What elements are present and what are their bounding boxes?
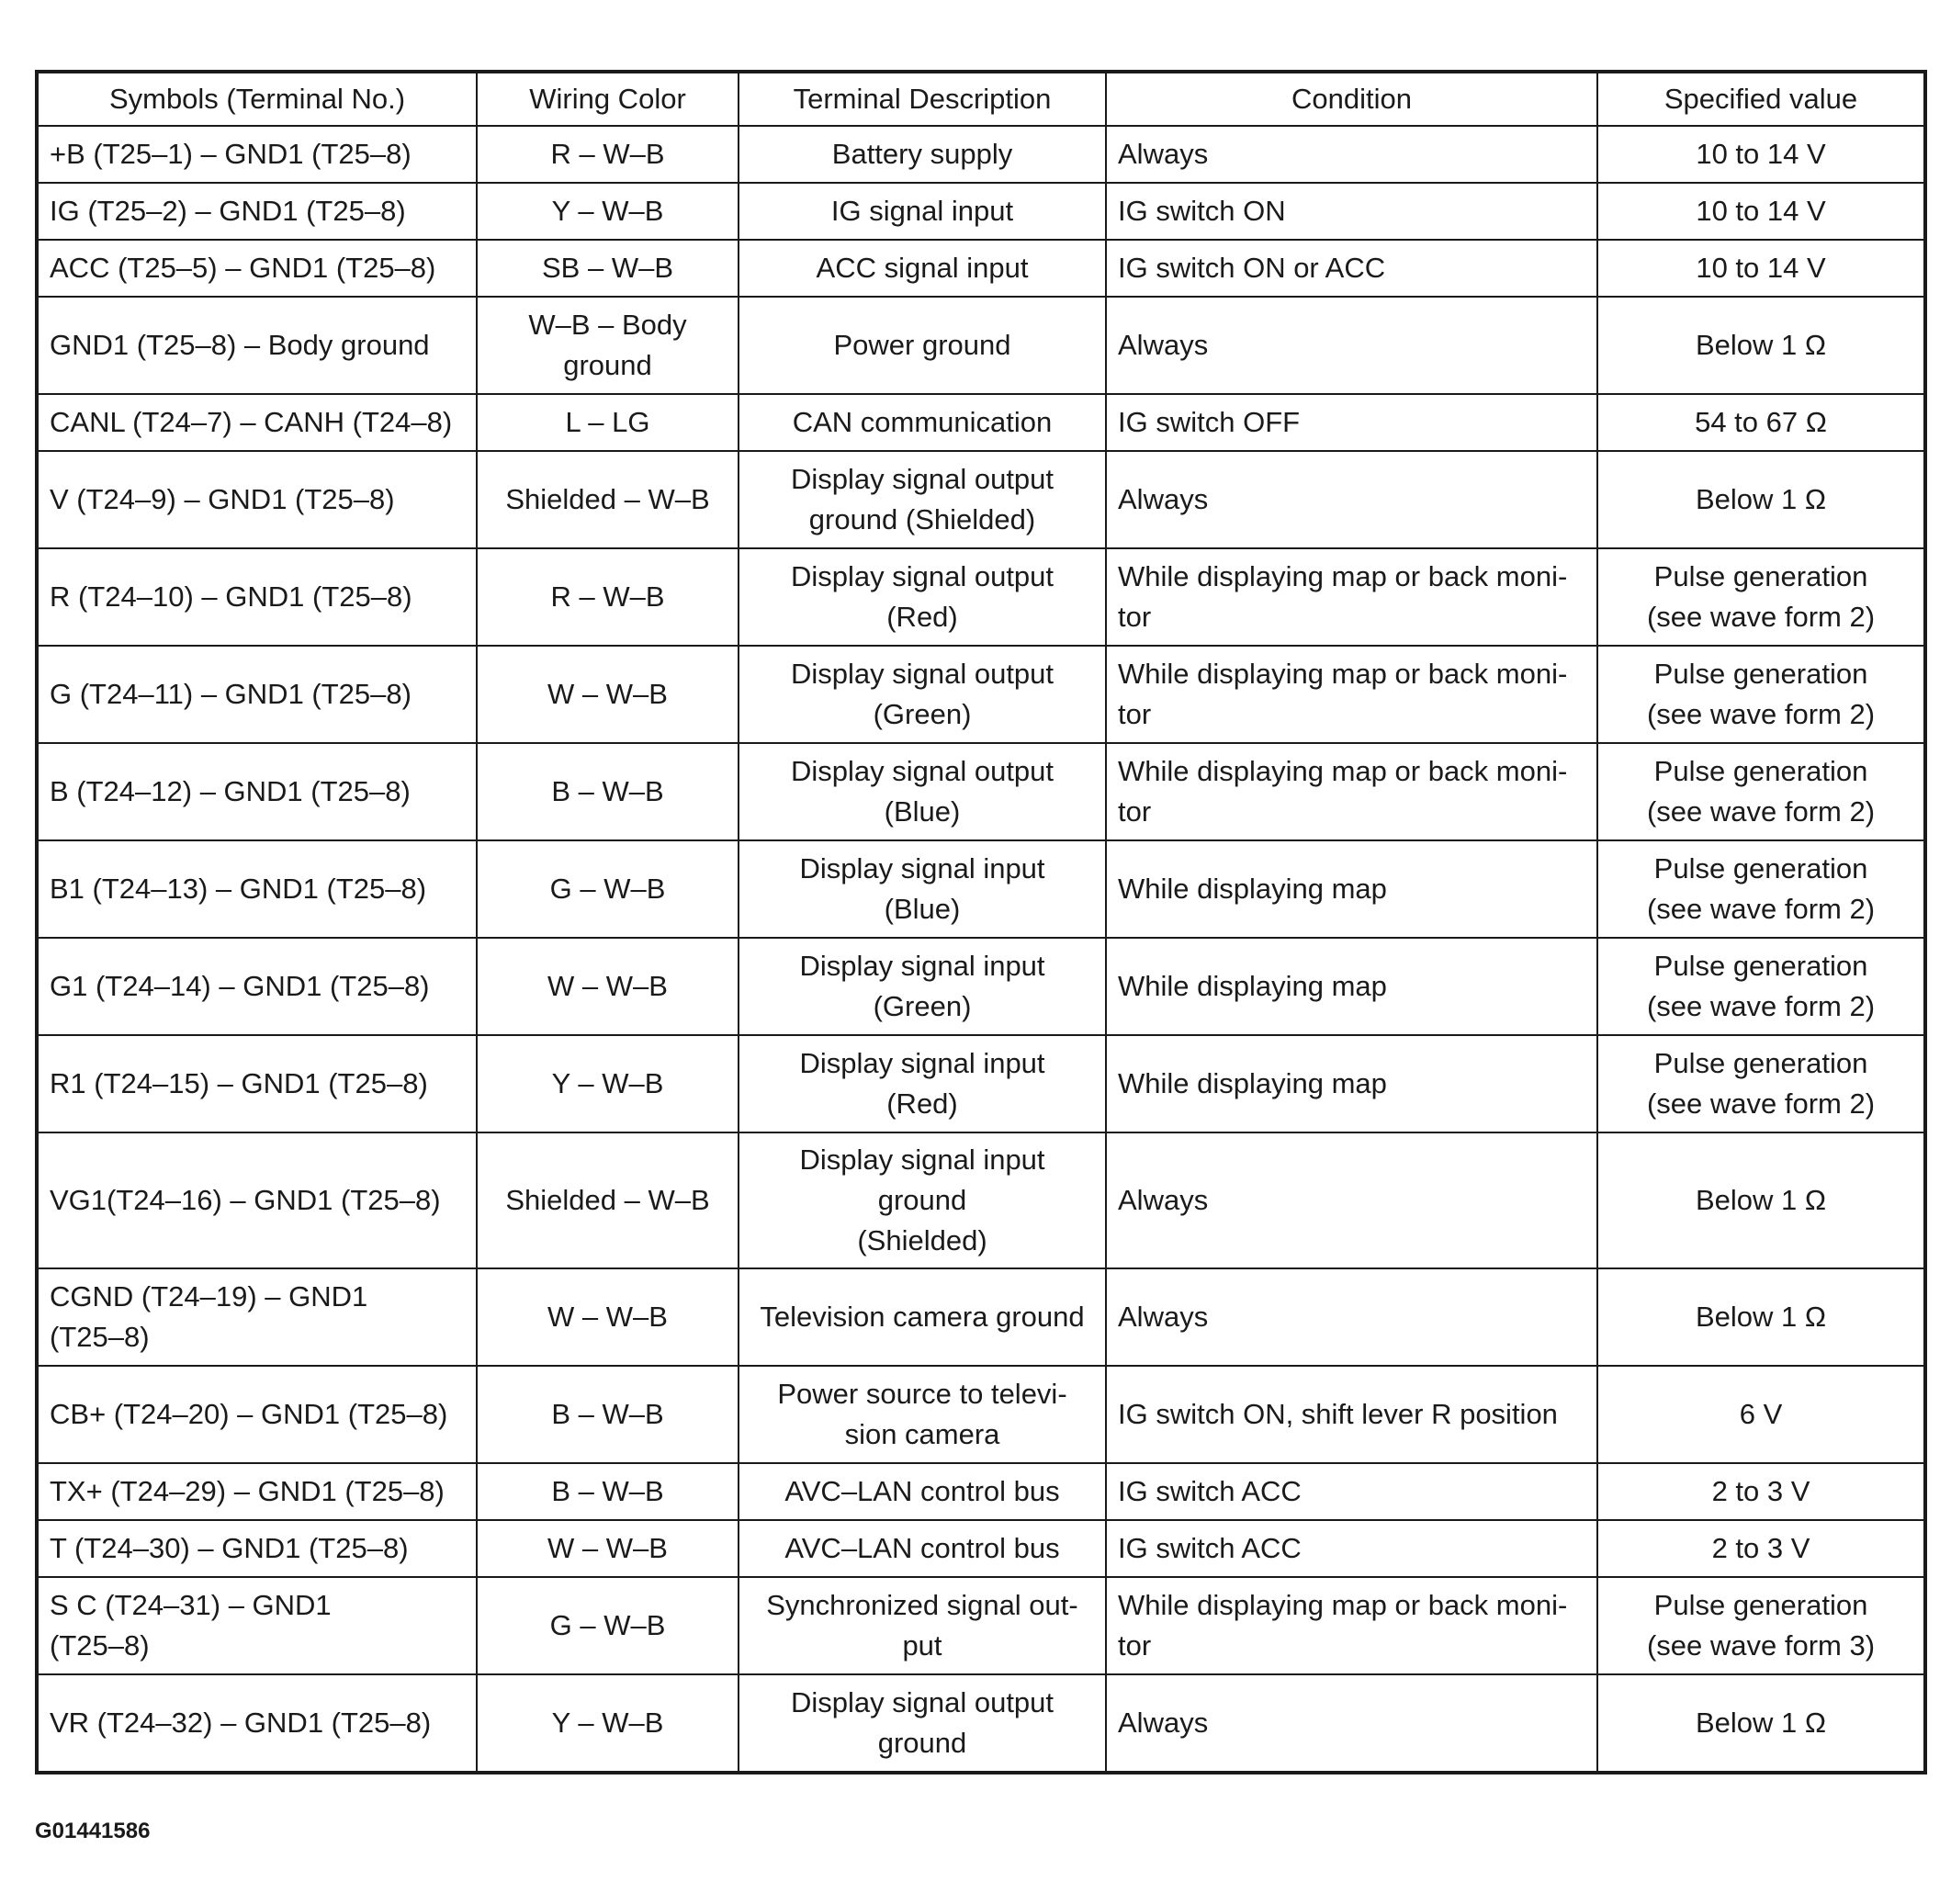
table-row — [37, 183, 1925, 240]
cell-wiring-color: B – W–B — [477, 1366, 739, 1463]
cell-specified-value: Below 1 Ω — [1597, 451, 1925, 548]
cell-description: AVC–LAN control bus — [739, 1463, 1106, 1520]
table-row — [37, 126, 1925, 183]
cell-description: Synchronized signal out- put — [739, 1577, 1106, 1674]
table-row — [37, 240, 1925, 297]
cell-specified-value: 6 V — [1597, 1366, 1925, 1463]
cell-condition: While displaying map or back moni- tor — [1106, 646, 1597, 743]
cell-specified-value: 10 to 14 V — [1597, 183, 1925, 240]
cell-specified-value: Pulse generation (see wave form 2) — [1597, 743, 1925, 840]
cell-symbol: CB+ (T24–20) – GND1 (T25–8) — [37, 1366, 477, 1463]
cell-description: IG signal input — [739, 183, 1106, 240]
cell-description: ACC signal input — [739, 240, 1106, 297]
cell-condition: IG switch ON, shift lever R position — [1106, 1366, 1597, 1463]
cell-condition: IG switch ON or ACC — [1106, 240, 1597, 297]
cell-wiring-color: L – LG — [477, 394, 739, 451]
cell-symbol: G1 (T24–14) – GND1 (T25–8) — [37, 938, 477, 1035]
cell-wiring-color: Y – W–B — [477, 1035, 739, 1132]
cell-wiring-color: W–B – Body ground — [477, 297, 739, 394]
cell-specified-value: Below 1 Ω — [1597, 1268, 1925, 1366]
cell-wiring-color: B – W–B — [477, 743, 739, 840]
table-row — [37, 394, 1925, 451]
cell-condition: Always — [1106, 297, 1597, 394]
cell-specified-value: Pulse generation (see wave form 3) — [1597, 1577, 1925, 1674]
cell-description: Battery supply — [739, 126, 1106, 183]
table-row — [37, 1674, 1925, 1773]
cell-wiring-color: Y – W–B — [477, 183, 739, 240]
cell-symbol: TX+ (T24–29) – GND1 (T25–8) — [37, 1463, 477, 1520]
cell-symbol: S C (T24–31) – GND1 (T25–8) — [37, 1577, 477, 1674]
cell-specified-value: 10 to 14 V — [1597, 240, 1925, 297]
header-terminal-description: Terminal Description — [739, 72, 1106, 126]
table-row — [37, 1035, 1925, 1132]
cell-description: Display signal output ground (Shielded) — [739, 451, 1106, 548]
cell-wiring-color: Y – W–B — [477, 1674, 739, 1773]
cell-description: Television camera ground — [739, 1268, 1106, 1366]
table-row — [37, 1577, 1925, 1674]
cell-specified-value: Pulse generation (see wave form 2) — [1597, 840, 1925, 938]
cell-symbol: VR (T24–32) – GND1 (T25–8) — [37, 1674, 477, 1773]
cell-description: Power ground — [739, 297, 1106, 394]
cell-symbol: R1 (T24–15) – GND1 (T25–8) — [37, 1035, 477, 1132]
cell-symbol: CANL (T24–7) – CANH (T24–8) — [37, 394, 477, 451]
cell-specified-value: 10 to 14 V — [1597, 126, 1925, 183]
cell-specified-value: 2 to 3 V — [1597, 1463, 1925, 1520]
header-symbols: Symbols (Terminal No.) — [37, 72, 477, 126]
cell-specified-value: 54 to 67 Ω — [1597, 394, 1925, 451]
cell-description: Display signal input (Blue) — [739, 840, 1106, 938]
cell-description: Display signal input (Red) — [739, 1035, 1106, 1132]
cell-symbol: +B (T25–1) – GND1 (T25–8) — [37, 126, 477, 183]
cell-condition: IG switch ON — [1106, 183, 1597, 240]
cell-description: Display signal output ground — [739, 1674, 1106, 1773]
terminal-spec-table — [35, 70, 1927, 1774]
table-row — [37, 646, 1925, 743]
cell-condition: Always — [1106, 1132, 1597, 1268]
cell-condition: While displaying map — [1106, 840, 1597, 938]
cell-specified-value: Below 1 Ω — [1597, 297, 1925, 394]
cell-wiring-color: Shielded – W–B — [477, 451, 739, 548]
cell-description: Display signal output (Red) — [739, 548, 1106, 646]
cell-condition: IG switch ACC — [1106, 1520, 1597, 1577]
cell-wiring-color: B – W–B — [477, 1463, 739, 1520]
cell-symbol: T (T24–30) – GND1 (T25–8) — [37, 1520, 477, 1577]
cell-description: Display signal input ground (Shielded) — [739, 1132, 1106, 1268]
table-row — [37, 1268, 1925, 1366]
cell-specified-value: Pulse generation (see wave form 2) — [1597, 548, 1925, 646]
cell-specified-value: Pulse generation (see wave form 2) — [1597, 1035, 1925, 1132]
cell-condition: While displaying map or back moni- tor — [1106, 743, 1597, 840]
table-row — [37, 1520, 1925, 1577]
cell-condition: Always — [1106, 1674, 1597, 1773]
table-row — [37, 451, 1925, 548]
table-row — [37, 938, 1925, 1035]
table-row — [37, 840, 1925, 938]
cell-description: AVC–LAN control bus — [739, 1520, 1106, 1577]
cell-wiring-color: W – W–B — [477, 1268, 739, 1366]
cell-specified-value: Below 1 Ω — [1597, 1132, 1925, 1268]
cell-description: Display signal input (Green) — [739, 938, 1106, 1035]
cell-symbol: B1 (T24–13) – GND1 (T25–8) — [37, 840, 477, 938]
cell-description: Power source to televi- sion camera — [739, 1366, 1106, 1463]
cell-wiring-color: Shielded – W–B — [477, 1132, 739, 1268]
cell-description: Display signal output (Green) — [739, 646, 1106, 743]
cell-wiring-color: SB – W–B — [477, 240, 739, 297]
cell-symbol: IG (T25–2) – GND1 (T25–8) — [37, 183, 477, 240]
cell-condition: While displaying map or back moni- tor — [1106, 548, 1597, 646]
cell-symbol: R (T24–10) – GND1 (T25–8) — [37, 548, 477, 646]
cell-condition: Always — [1106, 1268, 1597, 1366]
header-wiring-color: Wiring Color — [477, 72, 739, 126]
cell-symbol: CGND (T24–19) – GND1 (T25–8) — [37, 1268, 477, 1366]
cell-symbol: G (T24–11) – GND1 (T25–8) — [37, 646, 477, 743]
cell-symbol: V (T24–9) – GND1 (T25–8) — [37, 451, 477, 548]
cell-description: Display signal output (Blue) — [739, 743, 1106, 840]
cell-condition: While displaying map — [1106, 1035, 1597, 1132]
table-row — [37, 1132, 1925, 1268]
cell-wiring-color: W – W–B — [477, 938, 739, 1035]
cell-symbol: B (T24–12) – GND1 (T25–8) — [37, 743, 477, 840]
cell-specified-value: Pulse generation (see wave form 2) — [1597, 646, 1925, 743]
cell-symbol: VG1(T24–16) – GND1 (T25–8) — [37, 1132, 477, 1268]
cell-condition: IG switch ACC — [1106, 1463, 1597, 1520]
header-condition: Condition — [1106, 72, 1597, 126]
cell-wiring-color: R – W–B — [477, 548, 739, 646]
cell-condition: While displaying map or back moni- tor — [1106, 1577, 1597, 1674]
cell-wiring-color: G – W–B — [477, 1577, 739, 1674]
cell-specified-value: 2 to 3 V — [1597, 1520, 1925, 1577]
header-row — [37, 72, 1925, 126]
cell-specified-value: Below 1 Ω — [1597, 1674, 1925, 1773]
table-row — [37, 297, 1925, 394]
cell-symbol: GND1 (T25–8) – Body ground — [37, 297, 477, 394]
cell-condition: Always — [1106, 126, 1597, 183]
cell-specified-value: Pulse generation (see wave form 2) — [1597, 938, 1925, 1035]
cell-wiring-color: W – W–B — [477, 1520, 739, 1577]
table-row — [37, 743, 1925, 840]
cell-wiring-color: W – W–B — [477, 646, 739, 743]
figure-id: G01441586 — [35, 1819, 151, 1843]
table-row — [37, 548, 1925, 646]
cell-condition: Always — [1106, 451, 1597, 548]
header-specified-value: Specified value — [1597, 72, 1925, 126]
cell-condition: While displaying map — [1106, 938, 1597, 1035]
cell-wiring-color: G – W–B — [477, 840, 739, 938]
table-row — [37, 1463, 1925, 1520]
cell-wiring-color: R – W–B — [477, 126, 739, 183]
table-row — [37, 1366, 1925, 1463]
cell-symbol: ACC (T25–5) – GND1 (T25–8) — [37, 240, 477, 297]
cell-condition: IG switch OFF — [1106, 394, 1597, 451]
cell-description: CAN communication — [739, 394, 1106, 451]
